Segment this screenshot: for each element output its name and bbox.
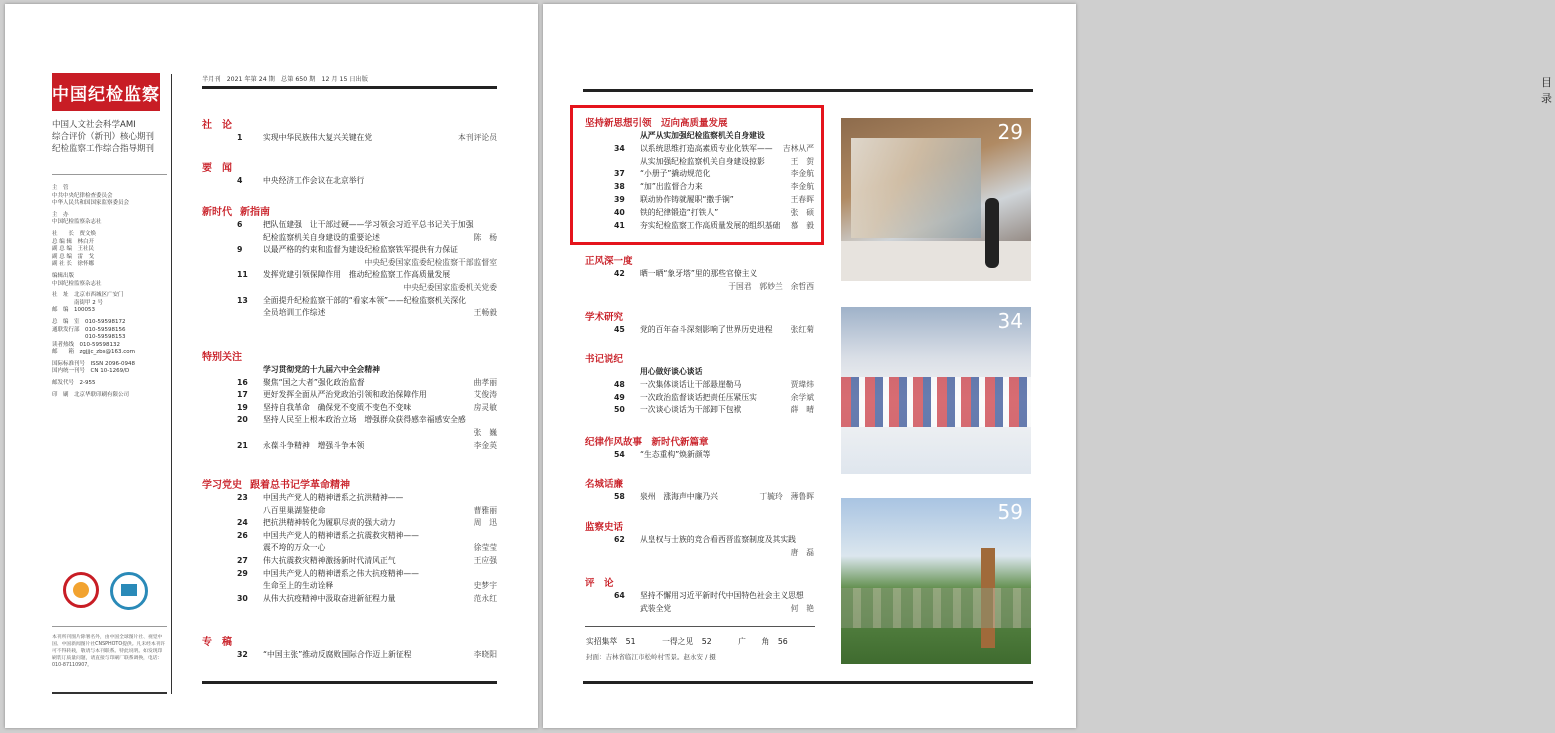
toc-entry[interactable] (237, 492, 497, 503)
toc-entry[interactable] (237, 269, 497, 280)
photo-exhibition (841, 118, 1031, 281)
top-rule (583, 89, 1033, 92)
photo-page-number: 34 (997, 309, 1023, 333)
issue-info: 半月刊 2021 年第 24 期 总第 650 期 12 月 15 日出版 (202, 76, 368, 83)
section-subtitle: 新指南 (240, 207, 270, 218)
section-heading: 正风深一度 (585, 256, 633, 267)
emblem-left-icon (63, 572, 99, 608)
toc-title: 坚持自我革命 确保党不变质不变色不变味 (263, 402, 412, 412)
toc-author: 中央纪委国家监委机关党委 (403, 283, 497, 292)
masthead-line: 邮发代号 2-955 (52, 380, 96, 387)
section-subtitle: 跟着总书记学革命精神 (250, 480, 350, 491)
toc-author: 李金英 (473, 440, 497, 450)
photo-page-number: 29 (997, 120, 1023, 144)
toc-author: 张 巍 (473, 428, 497, 437)
toc-title: “小册子”撬动规范化 (640, 169, 711, 179)
section-name: 要 闻 (202, 163, 232, 174)
masthead (52, 185, 167, 399)
toc-title: 把队伍建强 让干部过硬——学习领会习近平总书记关于加强 (263, 220, 474, 229)
toc-page: 39 (614, 195, 625, 204)
column-label: 实招集萃 (586, 637, 618, 646)
toc-author: 曲孝丽 (473, 377, 497, 387)
toc-title: 武装全党 (640, 603, 672, 613)
section-heading (202, 476, 350, 491)
column-divider (171, 74, 172, 694)
toc-entry[interactable] (614, 220, 814, 231)
toc-title: 以最严格的约束和监督为建设纪检监察铁军提供有力保证 (263, 245, 458, 255)
toc-title: 党的百年奋斗深刻影响了世界历史进程 (640, 325, 773, 334)
masthead-line: 社 址 北京市西城区广安门 (52, 292, 124, 299)
toc-subheading: 从严从实加强纪检监察机关自身建设 (640, 131, 765, 140)
section-heading (202, 633, 232, 648)
toc-title: 从实加强纪检监察机关自身建设掠影 (640, 156, 765, 166)
journal-intro (52, 119, 167, 155)
toc-entry[interactable] (237, 593, 497, 604)
section-heading: 评 论 (585, 578, 614, 589)
toc-author: 王应强 (473, 556, 497, 565)
masthead-line: 副 社 长 徐怀娜 (52, 261, 94, 268)
toc-title: 中国共产党人的精神谱系之抗震救灾精神—— (263, 530, 419, 540)
section-name: 学习党史 (202, 480, 242, 491)
bottom-rule (202, 681, 497, 684)
toc-page: 26 (237, 530, 248, 540)
toc-title: 全面提升纪检监察干部的“看家本领”——纪检监察机关深化 (263, 295, 466, 305)
toc-entry[interactable] (237, 568, 497, 579)
toc-entry[interactable] (237, 389, 497, 400)
toc-author: 余学斌 (790, 392, 814, 402)
toc-page: 62 (614, 535, 625, 544)
section-heading: 学术研究 (585, 312, 624, 323)
toc-author: 张 硕 (790, 207, 814, 217)
toc-entry[interactable] (614, 156, 814, 167)
divider (52, 174, 167, 175)
toc-entry[interactable] (237, 307, 497, 318)
toc-page: 34 (614, 143, 625, 153)
toc-author: 吉林从严 (782, 143, 814, 153)
toc-entry[interactable] (614, 181, 814, 192)
toc-page: 9 (237, 245, 243, 255)
toc-title: 聚焦“国之大者”强化政治监督 (263, 377, 365, 387)
toc-title: 伟大抗震救灾精神激扬新时代清风正气 (263, 556, 396, 565)
intro-line: 综合评价（新刊）核心期刊 (52, 132, 155, 142)
toc-entry[interactable] (614, 547, 814, 558)
toc-title: 把抗洪精神转化为履职尽责的强大动力 (263, 518, 396, 528)
toc-title: 从皇权与士族的竞合看西晋监察制度及其实践 (640, 535, 796, 544)
toc-entry[interactable] (614, 207, 814, 218)
toc-entry[interactable] (237, 427, 497, 438)
toc-title: 晒一晒“象牙塔”里的那些官僚主义 (640, 269, 758, 278)
magazine-logo: 中国纪检监察 (52, 73, 160, 111)
toc-title: “中国主张”推动反腐败国际合作迈上新征程 (263, 650, 412, 659)
toc-entry[interactable] (614, 449, 814, 460)
toc-author: 范永红 (473, 593, 497, 603)
toc-title: 以系统思维打造高素质专业化铁军—— (640, 143, 773, 153)
toc-page: 54 (614, 450, 625, 459)
toc-entry[interactable] (614, 268, 814, 279)
toc-author: 薛 晴 (790, 405, 814, 415)
section-heading: 监察史话 (585, 522, 624, 533)
emblem-right-icon (110, 572, 148, 610)
toc-entry[interactable] (237, 649, 497, 660)
divider (52, 692, 167, 694)
masthead-line: 副 总 编 王社民 (52, 246, 94, 253)
toc-title: 一次政治监督谈话把责任压紧压实 (640, 392, 757, 402)
toc-author: 于国君 郭妙兰 余哲西 (728, 281, 814, 291)
toc-author: 李晓阳 (473, 650, 497, 659)
toc-author: 周 迅 (473, 518, 497, 528)
photo-skiers (841, 307, 1031, 474)
photo-quanzhou (841, 498, 1031, 664)
toc-entry[interactable] (237, 377, 497, 388)
toc-title: 发挥党建引领保障作用 推动纪检监察工作高质量发展 (263, 270, 451, 280)
toc-page: 41 (614, 220, 625, 230)
toc-author: 唐 磊 (790, 547, 814, 557)
toc-author: 王畅毅 (473, 308, 497, 318)
toc-title: 中央经济工作会议在北京举行 (263, 176, 365, 185)
toc-entry[interactable] (614, 194, 814, 205)
toc-entry[interactable] (237, 517, 497, 528)
section-heading (202, 159, 232, 174)
bottom-rule (583, 681, 1033, 684)
toc-author: 房灵敏 (473, 402, 497, 412)
masthead-line: 国际标准刊号 ISSN 2096-0948 (52, 360, 135, 367)
column-links (586, 636, 788, 647)
toc-author: 张红菊 (790, 325, 814, 334)
masthead-line: 总 编 室 010-59598172 (52, 318, 126, 325)
column-label: 广 角 (738, 637, 770, 646)
toc-author: 慕 毅 (790, 220, 814, 230)
column-label: 一得之见 (662, 637, 694, 646)
toc-page: 6 (237, 220, 243, 229)
toc-entry[interactable] (237, 219, 497, 230)
toc-entry[interactable] (614, 590, 814, 601)
divider (585, 626, 815, 627)
toc-entry[interactable] (614, 324, 814, 335)
toc-author: 何 艳 (790, 603, 814, 613)
toc-page: 48 (614, 379, 625, 389)
toc-entry[interactable] (614, 379, 814, 390)
intro-line: 中国人文社会科学AMI (52, 120, 136, 130)
masthead-line: 南街甲 2 号 (52, 299, 103, 306)
toc-page: 21 (237, 440, 248, 450)
toc-title: 夯实纪检监察工作高质量发展的组织基础 (640, 220, 781, 230)
section-heading: 书记说纪 (585, 354, 624, 365)
copyright-notice: 本刊所刊图片除署名外，由中国全球图片社、视觉中国、中国新闻图片社CNSPHOTO提供。凡未经本刊许可不得转载，敬请与本刊联系。特此说明。如发现印刷装订质量问题，请直接与印刷厂联系调换，电话：010-87110907。 (52, 635, 166, 668)
toc-page: 42 (614, 269, 625, 278)
toc-author: 王春晖 (790, 195, 814, 204)
toc-author: 贾瑋炜 (790, 379, 814, 389)
toc-title: 泉州 涨海声中廉乃兴 (640, 492, 718, 501)
masthead-line: 印 刷 北京华联印刷有限公司 (52, 391, 130, 398)
column-page: 56 (777, 637, 788, 646)
toc-page: 20 (237, 415, 248, 425)
toc-page: 4 (237, 176, 243, 185)
toc-title: 中国共产党人的精神谱系之抗洪精神—— (263, 493, 404, 502)
toc-entry[interactable] (614, 404, 814, 415)
toc-entry[interactable] (237, 440, 497, 451)
toc-entry[interactable] (614, 143, 814, 154)
column-page: 51 (625, 637, 636, 646)
toc-title: 全员培训工作综述 (263, 308, 326, 318)
toc-author: 曹雅丽 (473, 505, 497, 515)
masthead-line: 主 管 (52, 185, 69, 191)
toc-title: 八百里巢湖鉴使命 (263, 505, 326, 515)
toc-page: 23 (237, 493, 248, 502)
masthead-line: 国内统一刊号 CN 10-1269/D (52, 368, 130, 375)
toc-title: 一次谈心谈话为干部卸下包袱 (640, 405, 742, 415)
toc-entry[interactable] (614, 392, 814, 403)
toc-subheading: 用心做好谈心谈话 (640, 367, 703, 376)
masthead-line: 中国纪检监察杂志社 (52, 280, 102, 287)
masthead-line: 邮 箱 zgjjjc_zbs@163.com (52, 349, 135, 356)
masthead-line: 总 编 辑 林白开 (52, 238, 94, 245)
masthead-line: 副 总 编 雷 戈 (52, 253, 94, 260)
toc-entry[interactable] (237, 295, 497, 306)
toc-entry[interactable] (237, 232, 497, 243)
toc-entry[interactable] (237, 555, 497, 566)
toc-entry[interactable] (237, 580, 497, 591)
right-page (543, 4, 1555, 728)
toc-author: 艾俊涛 (473, 390, 497, 400)
toc-page: 64 (614, 591, 625, 600)
toc-page: 11 (237, 270, 248, 280)
left-page (5, 4, 538, 728)
toc-title: 坚持不懈用习近平新时代中国特色社会主义思想 (640, 591, 804, 600)
toc-entry[interactable] (237, 542, 497, 553)
toc-entry[interactable] (237, 244, 497, 255)
toc-page: 58 (614, 492, 625, 501)
toc-entry[interactable] (237, 175, 497, 186)
divider (52, 626, 167, 627)
toc-entry[interactable] (237, 414, 497, 425)
toc-title: 联动协作铸就履职“撒手锏” (640, 195, 734, 204)
toc-entry[interactable] (237, 530, 497, 541)
toc-page: 37 (614, 169, 625, 179)
toc-page: 17 (237, 390, 248, 400)
toc-page: 16 (237, 377, 248, 387)
toc-entry[interactable] (614, 534, 814, 545)
toc-page: 40 (614, 207, 625, 217)
section-heading (202, 203, 270, 218)
masthead-line: 主 办 (52, 211, 69, 218)
section-heading: 坚持新思想引领 迈向高质量发展 (585, 118, 728, 129)
toc-page: 38 (614, 182, 625, 192)
masthead-line: 读者热线 010-59598132 (52, 341, 120, 348)
toc-subheading: 学习贯彻党的十九届六中全会精神 (263, 365, 380, 374)
toc-page: 13 (237, 295, 248, 305)
toc-author: 丁毓玲 薄鲁晖 (759, 492, 814, 501)
toc-page: 29 (237, 568, 248, 578)
masthead-line: 中华人民共和国国家监察委员会 (52, 200, 130, 207)
toc-title: 永葆斗争精神 增强斗争本领 (263, 440, 365, 450)
toc-entry[interactable] (237, 282, 497, 293)
toc-page: 45 (614, 325, 625, 334)
toc-author: 本刊评论员 (458, 133, 497, 142)
masthead-line: 邮 编 100053 (52, 307, 95, 314)
section-heading: 纪律作风故事 新时代新篇章 (585, 437, 709, 448)
toc-author: 陈 杨 (473, 232, 497, 242)
toc-title: 坚持人民至上根本政治立场 增强群众获得感幸福感安全感 (263, 415, 466, 425)
toc-author: 李金航 (790, 182, 814, 192)
section-heading (202, 116, 232, 131)
masthead-line: 010-59598153 (52, 334, 126, 341)
toc-author: 王 贺 (790, 156, 814, 166)
section-name: 新时代 (202, 207, 232, 218)
toc-title: 一次集体谈话让干部悬崖勒马 (640, 379, 742, 389)
toc-title: 从伟大抗疫精神中汲取奋进新征程力量 (263, 593, 396, 603)
toc-entry[interactable] (237, 364, 497, 375)
section-name: 特别关注 (202, 352, 242, 363)
masthead-line: 中国纪检监察杂志社 (52, 219, 102, 226)
toc-title: 铁的纪律锻造“打铁人” (640, 207, 719, 217)
toc-author: 史梦宇 (473, 581, 497, 591)
photo-page-number: 59 (997, 500, 1023, 524)
contents-heading: 目录 (1541, 76, 1555, 105)
toc-title: 震不垮的万众一心 (263, 543, 326, 553)
toc-entry[interactable] (237, 257, 497, 268)
toc-title: 实现中华民族伟大复兴关键在党 (263, 133, 373, 142)
toc-title: 更好发挥全面从严治党政治引领和政治保障作用 (263, 390, 427, 400)
masthead-line: 通联发行部 010-59598156 (52, 326, 126, 333)
toc-entry[interactable] (614, 130, 814, 141)
toc-page: 50 (614, 405, 625, 415)
toc-page: 19 (237, 402, 248, 412)
toc-entry[interactable] (614, 168, 814, 179)
toc-page: 32 (237, 650, 248, 659)
section-heading (202, 348, 242, 363)
toc-page: 1 (237, 133, 243, 142)
toc-author: 徐莹莹 (473, 543, 497, 553)
toc-entry[interactable] (237, 132, 497, 143)
top-rule (202, 86, 497, 89)
toc-title: “生态重构”焕新颜等 (640, 450, 711, 459)
toc-title: 中国共产党人的精神谱系之伟大抗疫精神—— (263, 568, 419, 578)
toc-page: 27 (237, 556, 248, 565)
toc-title: 生命至上的生动诠释 (263, 581, 334, 591)
toc-entry[interactable] (614, 366, 814, 377)
toc-entry[interactable] (614, 603, 814, 614)
section-name: 社 论 (202, 120, 232, 131)
masthead-line: 中共中央纪律检查委员会 (52, 192, 113, 199)
toc-title: “加”出监督合力来 (640, 182, 703, 192)
toc-title: 纪检监察机关自身建设的重要论述 (263, 232, 380, 242)
section-heading: 名城话廉 (585, 479, 624, 490)
toc-page: 49 (614, 392, 625, 402)
section-name: 专 稿 (202, 637, 232, 648)
toc-author: 李金航 (790, 169, 814, 179)
cover-caption: 封面：吉林省临江市松岭村雪景。赵永安 / 摄 (586, 653, 716, 661)
intro-line: 纪检监察工作综合指导期刊 (52, 144, 155, 154)
toc-page: 30 (237, 593, 248, 603)
masthead-line: 编辑出版 (52, 272, 75, 279)
column-page: 52 (701, 637, 712, 646)
toc-entry[interactable] (614, 281, 814, 292)
toc-author: 中央纪委国家监委纪检监察干部监督室 (364, 257, 497, 267)
toc-entry[interactable] (237, 402, 497, 413)
toc-entry[interactable] (614, 491, 814, 502)
masthead-line: 社 长 贾文焕 (52, 230, 97, 237)
toc-page: 24 (237, 518, 248, 528)
toc-entry[interactable] (237, 505, 497, 516)
